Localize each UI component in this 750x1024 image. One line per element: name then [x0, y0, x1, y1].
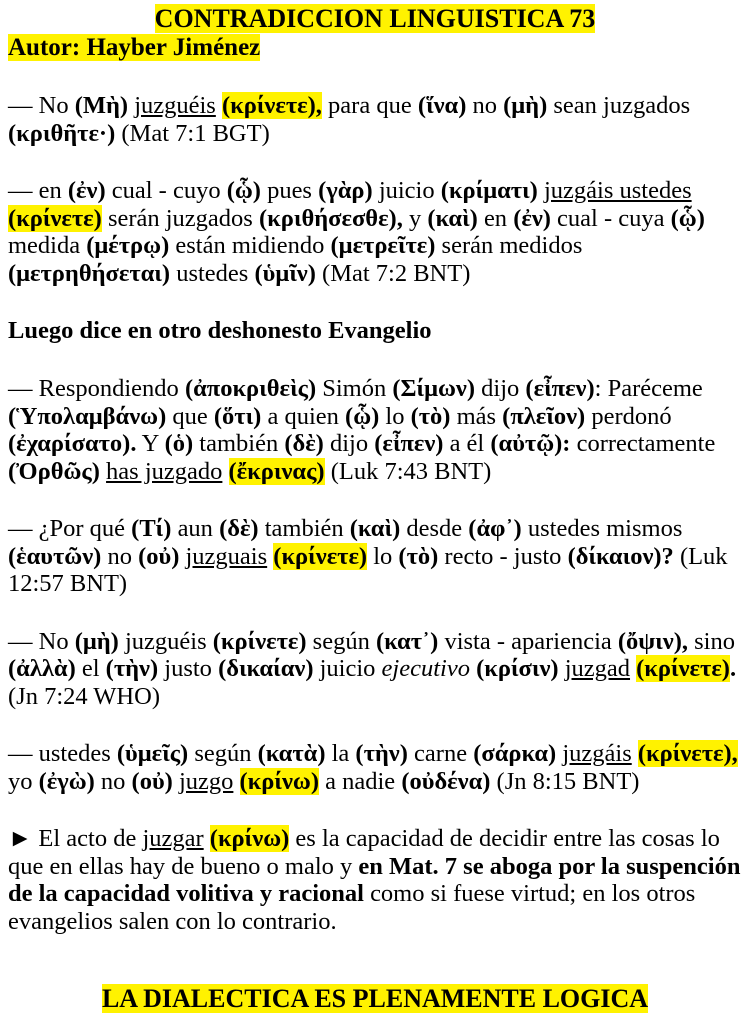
document-title: CONTRADICCION LINGUISTICA 73: [154, 4, 596, 33]
document-author: Autor: Hayber Jiménez: [8, 34, 261, 61]
section-heading: Luego dice en otro deshonesto Evangelio: [8, 317, 432, 344]
verse-mat-7-2: — en (ἐν) cual - cuyo (ᾧ) pues (γὰρ) juicio (κρίματι) juzgáis ustedes (κρίνετε) serán juzgados (κριθήσεσθε), y (καὶ) en (ἐν) cual - cuya (ᾧ) medida (μέτρῳ) están midiendo (μετρεῖτε) serán medidos (μετρηθήσεται) ustedes (ὑμῖν) (Mat 7:2 BNT): [8, 177, 705, 287]
conclusion-paragraph: ► El acto de juzgar (κρίνω) es la capacidad de decidir entre las cosas lo que en ellas hay de bueno o malo y en Mat. 7 se aboga por la suspención de la capacidad volitiva y racional como si fuese virtud; en los otros evangelios salen con lo contrario.: [8, 825, 741, 935]
footer-slogan: LA DIALECTICA ES PLENAMENTE LOGICA: [101, 984, 649, 1013]
document-page: [8, 4, 742, 935]
verse-luk-7-43: — Respondiendo (ἀποκριθεὶς) Simón (Σίμων) dijo (εἶπεν): Paréceme (Ὑπολαμβάνω) que (ὅτι) a quien (ᾧ) lo (τὸ) más (πλεῖον) perdonó (ἐχαρίσατο). Y (ὁ) también (δὲ) dijo (εἶπεν) a él (αὐτῷ): correctamente (Ὀρθῶς) has juzgado (ἔκρινας) (Luk 7:43 BNT): [8, 375, 716, 485]
verse-jn-8-15: — ustedes (ὑμεῖς) según (κατὰ) la (τὴν) carne (σάρκα) juzgáis (κρίνετε), yo (ἐγὼ) no (οὐ) juzgo (κρίνω) a nadie (οὐδένα) (Jn 8:15 BNT): [8, 740, 738, 795]
verse-luk-12-57: — ¿Por qué (Τί) aun (δὲ) también (καὶ) desde (ἀφ᾽) ustedes mismos (ἑαυτῶν) no (οὐ) juzguais (κρίνετε) lo (τὸ) recto - justo (δίκαιον)? (Luk 12:57 BNT): [8, 515, 728, 597]
verse-jn-7-24: — No (μὴ) juzguéis (κρίνετε) según (κατ᾽) vista - apariencia (ὄψιν), sino (ἀλλὰ) el (τὴν) justo (δικαίαν) juicio ejecutivo (κρίσιν) juzgad (κρίνετε). (Jn 7:24 WHO): [8, 627, 737, 710]
verse-mat-7-1: — No (Μὴ) juzguéis (κρίνετε), para que (ἵνα) no (μὴ) sean juzgados (κριθῆτε·) (Mat 7:1 BGT): [8, 92, 691, 147]
